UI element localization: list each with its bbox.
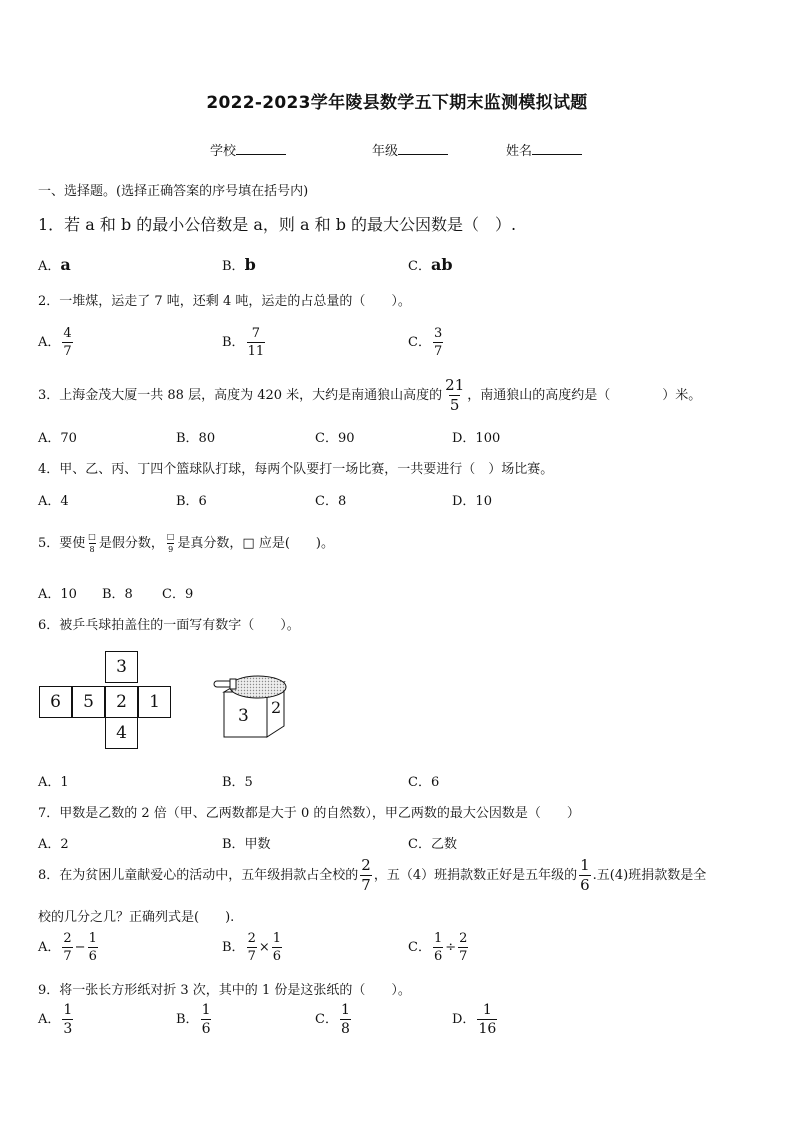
page-title: 2022-2023学年陵县数学五下期末监测模拟试题 xyxy=(206,93,588,113)
q2-option-a: A． $\frac{4}{7}$ xyxy=(38,326,72,359)
q3-option-d: D．100 xyxy=(452,431,501,446)
net-face-left-outer: 6 xyxy=(39,686,72,718)
cube-front-face: 3 xyxy=(238,706,249,726)
grade-field: 年级 xyxy=(372,140,448,159)
q3-option-c: C．90 xyxy=(315,431,355,446)
question-9: 9．将一张长方形纸对折 3 次，其中的 1 份是这张纸的（ ）。 xyxy=(38,983,411,998)
q6-option-b: B．5 xyxy=(222,775,253,790)
q4-option-b: B．6 xyxy=(176,494,207,509)
q4-option-a: A．4 xyxy=(38,494,69,509)
q1-option-b: B．b xyxy=(222,255,256,274)
question-8: 8．在为贫困儿童献爱心的活动中，五年级捐款占全校的 $\frac{2}{7}$ ，五（4）班捐款数正好是五年级的 $\frac{1}{6}$ .五(4)班捐款数是全 xyxy=(38,856,707,894)
cube-with-paddle-figure xyxy=(210,668,290,740)
question-3: 3．上海金茂大厦一共 88 层，高度为 420 米，大约是南通狼山高度的 $\frac{21}{5}$ ，南通狼山的高度约是（ ）米。 xyxy=(38,376,702,414)
q8-option-c: C． $\frac{1}{6}$ ÷ $\frac{2}{7}$ xyxy=(408,931,468,964)
q5-option-a: A．10 xyxy=(38,587,77,602)
q8-option-a: A． $\frac{2}{7}$ − $\frac{1}{6}$ xyxy=(38,931,97,964)
net-face-right: 1 xyxy=(138,686,171,718)
q1-option-c: C．ab xyxy=(408,255,453,274)
school-field: 学校 xyxy=(210,140,286,159)
q3-option-b: B．80 xyxy=(176,431,216,446)
question-6: 6．被乒乓球拍盖住的一面写有数字（ ）。 xyxy=(38,618,300,633)
q9-option-a: A． $\frac{1}{3}$ xyxy=(38,1002,73,1037)
net-face-center: 2 xyxy=(105,686,138,718)
q7-option-a: A．2 xyxy=(38,837,69,852)
q6-option-c: C．6 xyxy=(408,775,440,790)
q2-option-b: B． $\frac{7}{11}$ xyxy=(222,326,265,359)
q4-option-d: D．10 xyxy=(452,494,492,509)
question-4: 4．甲、乙、丙、丁四个篮球队打球，每两个队要打一场比赛，一共要进行（ ）场比赛。 xyxy=(38,462,554,477)
q5-option-c: C．9 xyxy=(162,587,194,602)
q2-option-c: C． $\frac{3}{7}$ xyxy=(408,326,443,359)
question-7: 7．甲数是乙数的 2 倍（甲、乙两数都是大于 0 的自然数），甲乙两数的最大公因数是（ ） xyxy=(38,806,580,821)
q3-option-a: A．70 xyxy=(38,431,77,446)
question-8-line2: 校的几分之几？正确列式是( ). xyxy=(38,910,235,925)
question-5: 5．要使 $\frac{□}{8}$ 是假分数， $\frac{□}{9}$ 是真分数，□ 应是( )。 xyxy=(38,532,334,554)
section-heading: 一、选择题。(选择正确答案的序号填在括号内) xyxy=(38,184,309,199)
q5-option-b: B．8 xyxy=(102,587,133,602)
q7-option-b: B．甲数 xyxy=(222,837,271,852)
q7-option-c: C．乙数 xyxy=(408,837,457,852)
q4-option-c: C．8 xyxy=(315,494,347,509)
question-1: 1．若 a 和 b 的最小公倍数是 a，则 a 和 b 的最大公因数是（ ）. xyxy=(38,215,517,234)
net-face-bottom: 4 xyxy=(105,717,138,749)
q1-option-a: A．a xyxy=(38,255,71,274)
net-face-left: 5 xyxy=(72,686,105,718)
q6-option-a: A．1 xyxy=(38,775,69,790)
net-face-top: 3 xyxy=(105,651,138,683)
name-field: 姓名 xyxy=(506,140,582,159)
question-2: 2．一堆煤，运走了 7 吨，还剩 4 吨，运走的占总量的（ ）。 xyxy=(38,294,411,309)
q9-option-c: C． $\frac{1}{8}$ xyxy=(315,1002,350,1037)
q9-option-d: D． $\frac{1}{16}$ xyxy=(452,1002,497,1037)
q8-option-b: B． $\frac{2}{7}$ × $\frac{1}{6}$ xyxy=(222,931,282,964)
q9-option-b: B． $\frac{1}{6}$ xyxy=(176,1002,211,1037)
cube-side-face: 2 xyxy=(271,698,282,717)
